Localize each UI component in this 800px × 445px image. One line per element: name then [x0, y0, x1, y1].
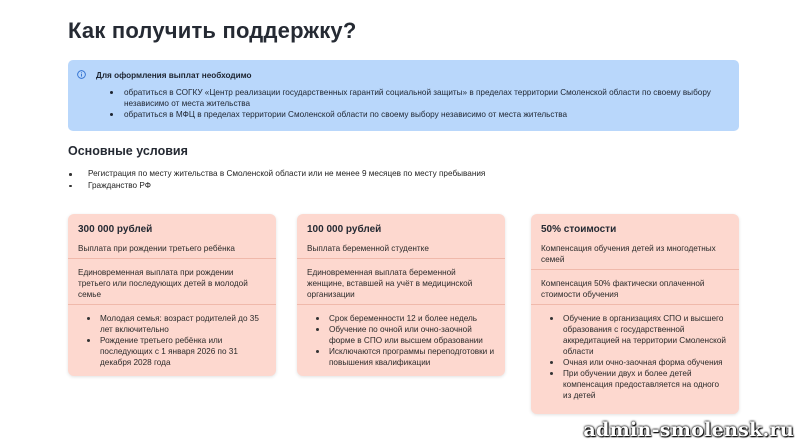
info-item: обратиться в МФЦ в пределах территории Смоленской области по своему выбору независимо от места жительства — [116, 109, 727, 120]
card-amount: 50% стоимости — [541, 224, 617, 235]
card-pregnant-student-payment — [297, 214, 505, 376]
card-condition-item: При обучении двух и более детей компенсация предоставляется на одного из детей — [563, 368, 729, 401]
card-condition-item: Молодая семья: возраст родителей до 35 лет включительно — [100, 313, 266, 335]
info-box — [68, 60, 739, 131]
info-heading: Для оформления выплат необходимо — [96, 71, 252, 80]
card-subtitle: Выплата беременной студентке — [307, 243, 495, 259]
card-subtitle: Компенсация обучения детей из многодетных семей — [541, 243, 729, 270]
card-conditions-list — [78, 313, 266, 368]
card-description: Компенсация 50% фактически оплаченной стоимости обучения — [541, 278, 729, 305]
card-description: Единовременная выплата беременной женщине, вставшей на учёт в медицинской организации — [307, 267, 495, 305]
info-icon — [77, 70, 86, 79]
card-condition-item: Исключаются программы переподготовки и повышения квалификации — [329, 347, 495, 367]
condition-item: Гражданство РФ — [88, 180, 485, 192]
conditions-list — [68, 168, 485, 191]
card-third-child-payment — [68, 214, 276, 376]
card-amount: 300 000 рублей — [78, 224, 153, 235]
card-subtitle: Выплата при рождении третьего ребёнка — [78, 243, 266, 259]
card-condition-item: Рождение третьего ребёнка или последующих с 1 января 2026 по 31 декабря 2028 года — [100, 335, 266, 368]
card-education-compensation — [531, 214, 739, 414]
condition-item: Регистрация по месту жительства в Смоленской области или не менее 9 месяцев по месту пребывания — [88, 169, 486, 178]
conditions-title: Основные условия — [68, 144, 188, 158]
card-condition-item: Очная или очно-заочная форма обучения — [563, 357, 729, 368]
card-description: Единовременная выплата при рождении третьего или последующих детей в молодой семье — [78, 267, 266, 305]
site-watermark: admin-smolensk.ru — [583, 419, 794, 441]
info-list — [96, 87, 727, 120]
page-title: Как получить поддержку? — [68, 18, 357, 43]
card-conditions-list — [307, 313, 495, 368]
card-condition-item: Срок беременности 12 и более недель — [329, 313, 495, 324]
info-item: обратиться в СОГКУ «Центр реализации государственных гарантий социальной защиты» в пределах территории Смоленской области по своему выбору независимо от места жительства — [116, 87, 727, 109]
card-amount: 100 000 рублей — [307, 224, 382, 235]
card-condition-item: Обучение в организациях СПО и высшего образования с государственной аккредитацией на территории Смоленской области — [563, 313, 729, 357]
card-conditions-list — [541, 313, 729, 401]
card-condition-item: Обучение по очной или очно-заочной форме в СПО или высшем образовании — [329, 324, 495, 346]
